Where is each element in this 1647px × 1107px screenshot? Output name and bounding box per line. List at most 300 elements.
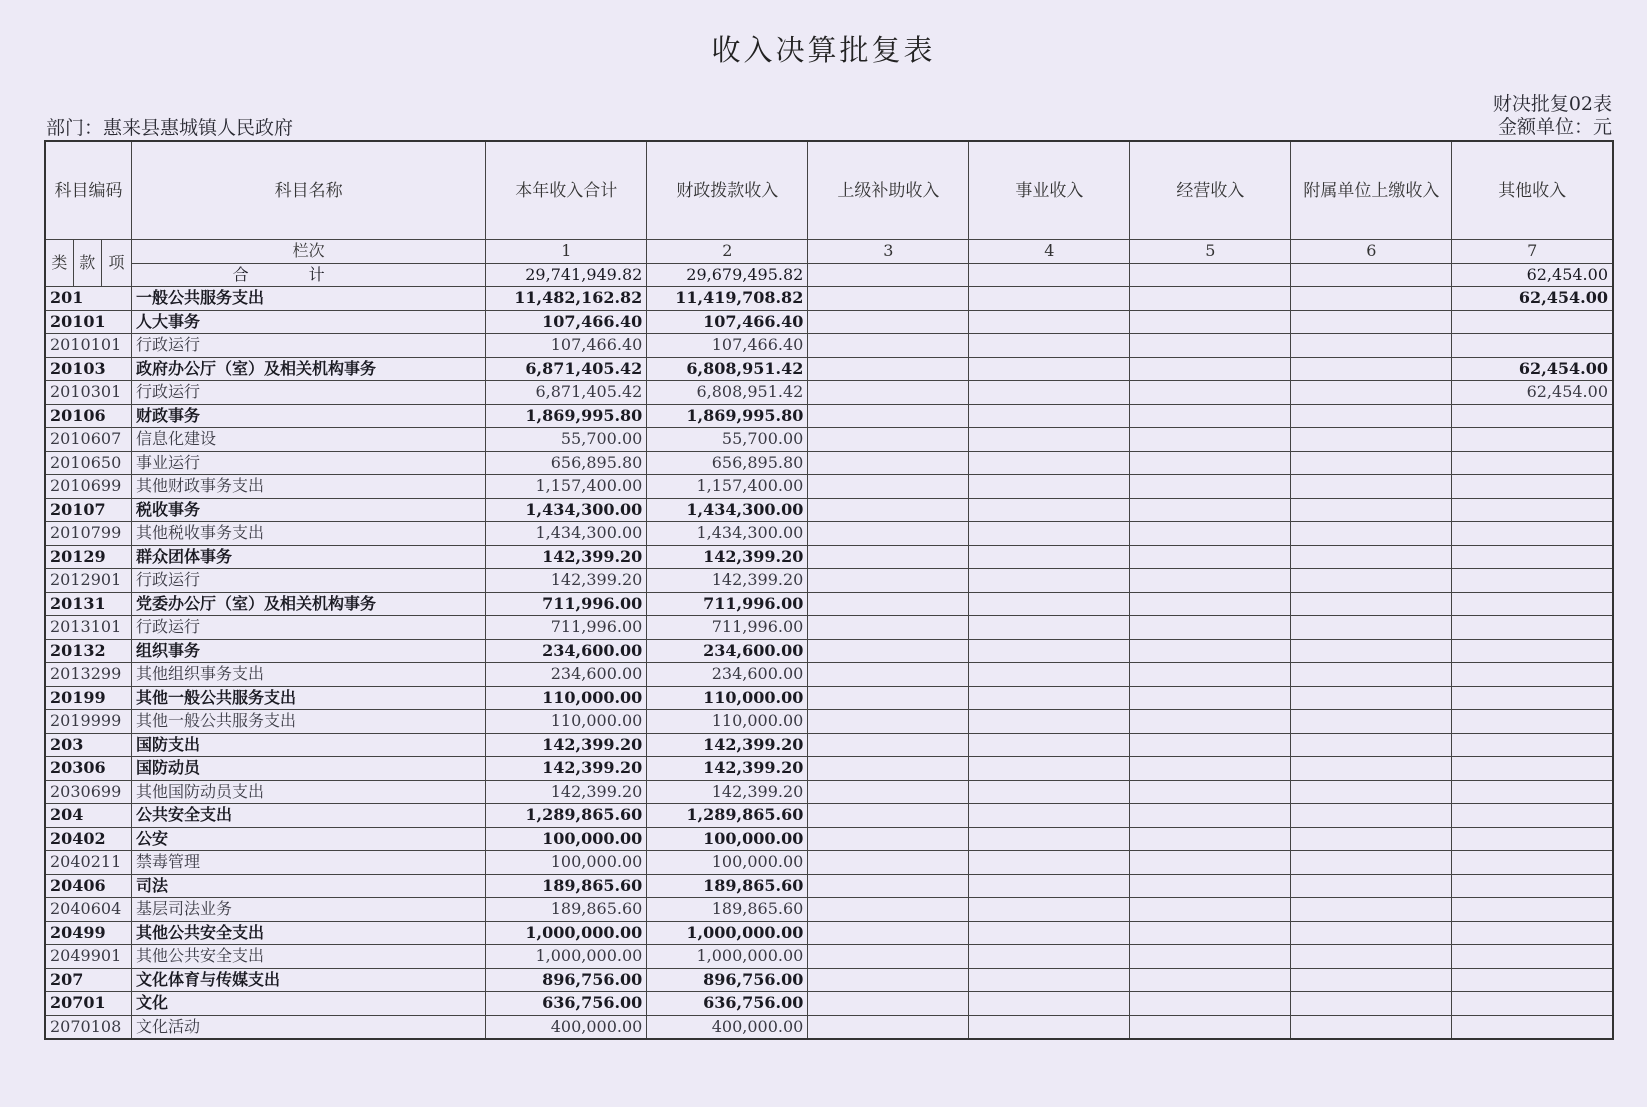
row-fiscal: 55,700.00 [647,428,808,452]
row-operating [1130,357,1291,381]
row-other [1452,545,1613,569]
header-affiliated: 附属单位上缴收入 [1291,141,1452,240]
row-upper [808,592,969,616]
row-fiscal: 11,419,708.82 [647,287,808,311]
row-other [1452,804,1613,828]
row-operating [1130,804,1291,828]
table-row [45,921,1613,945]
row-fiscal: 234,600.00 [647,639,808,663]
row-fiscal: 142,399.20 [647,569,808,593]
row-affiliated [1291,874,1452,898]
row-fiscal: 142,399.20 [647,545,808,569]
row-business [969,310,1130,334]
table-row [45,827,1613,851]
row-code: 2010650 [45,451,132,475]
total-total: 29,741,949.82 [486,263,647,287]
row-fiscal: 189,865.60 [647,898,808,922]
row-operating [1130,921,1291,945]
row-total: 110,000.00 [486,710,647,734]
row-total: 1,434,300.00 [486,522,647,546]
row-name: 国防动员 [132,757,486,781]
row-fiscal: 656,895.80 [647,451,808,475]
row-code: 2030699 [45,780,132,804]
row-code: 201 [45,287,132,311]
row-business [969,381,1130,405]
table-row [45,733,1613,757]
row-operating [1130,1015,1291,1039]
table-row [45,357,1613,381]
row-affiliated [1291,757,1452,781]
row-total: 400,000.00 [486,1015,647,1039]
row-other [1452,663,1613,687]
row-operating [1130,663,1291,687]
row-business [969,592,1130,616]
col-num-2: 2 [647,240,808,264]
row-fiscal: 1,434,300.00 [647,498,808,522]
row-fiscal: 142,399.20 [647,780,808,804]
row-total: 142,399.20 [486,569,647,593]
row-business [969,710,1130,734]
row-total: 1,000,000.00 [486,945,647,969]
row-affiliated [1291,404,1452,428]
row-affiliated [1291,334,1452,358]
row-other: 62,454.00 [1452,357,1613,381]
row-upper [808,780,969,804]
table-row [45,898,1613,922]
header-total: 本年收入合计 [486,141,647,240]
row-other [1452,569,1613,593]
row-business [969,357,1130,381]
row-business [969,733,1130,757]
row-upper [808,381,969,405]
row-business [969,1015,1130,1039]
row-other [1452,921,1613,945]
row-code: 20101 [45,310,132,334]
row-code: 203 [45,733,132,757]
row-upper [808,475,969,499]
row-name: 信息化建设 [132,428,486,452]
page-title: 收入决算批复表 [711,33,936,67]
row-code: 2019999 [45,710,132,734]
row-operating [1130,475,1291,499]
row-total: 1,157,400.00 [486,475,647,499]
table-row [45,522,1613,546]
row-affiliated [1291,733,1452,757]
row-upper [808,1015,969,1039]
header-kuan: 款 [73,240,101,287]
row-operating [1130,733,1291,757]
row-affiliated [1291,1015,1452,1039]
row-other [1452,310,1613,334]
row-code: 20132 [45,639,132,663]
row-total: 234,600.00 [486,639,647,663]
row-other [1452,733,1613,757]
row-code: 20131 [45,592,132,616]
row-code: 2012901 [45,569,132,593]
row-other [1452,498,1613,522]
row-total: 100,000.00 [486,851,647,875]
row-operating [1130,710,1291,734]
row-business [969,968,1130,992]
row-name: 基层司法业务 [132,898,486,922]
row-affiliated [1291,827,1452,851]
row-code: 207 [45,968,132,992]
row-total: 107,466.40 [486,310,647,334]
row-name: 党委办公厅（室）及相关机构事务 [132,592,486,616]
header-business: 事业收入 [969,141,1130,240]
row-other [1452,475,1613,499]
row-fiscal: 234,600.00 [647,663,808,687]
row-fiscal: 189,865.60 [647,874,808,898]
col-num-7: 7 [1452,240,1613,264]
row-fiscal: 1,000,000.00 [647,921,808,945]
row-operating [1130,381,1291,405]
row-upper [808,733,969,757]
row-total: 711,996.00 [486,616,647,640]
row-operating [1130,616,1291,640]
table-row [45,287,1613,311]
row-total: 11,482,162.82 [486,287,647,311]
row-other [1452,992,1613,1016]
table-row [45,310,1613,334]
row-affiliated [1291,569,1452,593]
row-code: 2070108 [45,1015,132,1039]
row-name: 税收事务 [132,498,486,522]
total-operating [1130,263,1291,287]
row-business [969,945,1130,969]
row-code: 20129 [45,545,132,569]
row-other: 62,454.00 [1452,287,1613,311]
header-lanci: 栏次 [132,240,486,264]
header-row [45,141,1613,240]
row-upper [808,992,969,1016]
table-row [45,945,1613,969]
table-row [45,428,1613,452]
row-affiliated [1291,522,1452,546]
row-fiscal: 1,157,400.00 [647,475,808,499]
table-row [45,498,1613,522]
row-upper [808,357,969,381]
row-upper [808,616,969,640]
row-code: 20106 [45,404,132,428]
table-row [45,404,1613,428]
table-row [45,992,1613,1016]
row-total: 142,399.20 [486,757,647,781]
row-fiscal: 636,756.00 [647,992,808,1016]
row-total: 55,700.00 [486,428,647,452]
header-code: 科目编码 [45,141,132,240]
row-total: 6,871,405.42 [486,357,647,381]
row-fiscal: 711,996.00 [647,616,808,640]
col-num-4: 4 [969,240,1130,264]
row-business [969,404,1130,428]
row-operating [1130,780,1291,804]
table-row [45,639,1613,663]
table-row [45,780,1613,804]
row-fiscal: 100,000.00 [647,827,808,851]
table-row [45,1015,1613,1039]
row-operating [1130,428,1291,452]
row-name: 禁毒管理 [132,851,486,875]
table-row [45,663,1613,687]
table-row [45,451,1613,475]
row-name: 其他公共安全支出 [132,921,486,945]
row-fiscal: 142,399.20 [647,733,808,757]
row-fiscal: 107,466.40 [647,334,808,358]
row-business [969,663,1130,687]
table-row [45,710,1613,734]
row-affiliated [1291,710,1452,734]
row-total: 711,996.00 [486,592,647,616]
row-other [1452,757,1613,781]
row-name: 文化体育与传媒支出 [132,968,486,992]
row-name: 事业运行 [132,451,486,475]
header-name: 科目名称 [132,141,486,240]
row-name: 政府办公厅（室）及相关机构事务 [132,357,486,381]
row-upper [808,404,969,428]
row-affiliated [1291,310,1452,334]
row-operating [1130,757,1291,781]
row-affiliated [1291,592,1452,616]
table-row [45,569,1613,593]
row-business [969,757,1130,781]
row-affiliated [1291,921,1452,945]
table-row [45,757,1613,781]
col-num-1: 1 [486,240,647,264]
row-upper [808,874,969,898]
row-total: 189,865.60 [486,898,647,922]
row-upper [808,569,969,593]
row-name: 国防支出 [132,733,486,757]
row-business [969,545,1130,569]
row-upper [808,310,969,334]
row-other [1452,827,1613,851]
row-total: 107,466.40 [486,334,647,358]
row-total: 142,399.20 [486,545,647,569]
row-operating [1130,404,1291,428]
row-fiscal: 400,000.00 [647,1015,808,1039]
row-operating [1130,498,1291,522]
row-name: 组织事务 [132,639,486,663]
row-fiscal: 6,808,951.42 [647,381,808,405]
row-affiliated [1291,287,1452,311]
row-operating [1130,827,1291,851]
row-operating [1130,639,1291,663]
row-business [969,898,1130,922]
header-other: 其他收入 [1452,141,1613,240]
row-upper [808,851,969,875]
unit-label: 金额单位：元 [1497,116,1612,138]
row-code: 2013299 [45,663,132,687]
row-upper [808,898,969,922]
row-business [969,569,1130,593]
table-row [45,334,1613,358]
total-business [969,263,1130,287]
row-affiliated [1291,804,1452,828]
row-upper [808,334,969,358]
row-affiliated [1291,545,1452,569]
row-name: 群众团体事务 [132,545,486,569]
row-code: 2010607 [45,428,132,452]
row-other [1452,710,1613,734]
row-fiscal: 896,756.00 [647,968,808,992]
row-name: 其他一般公共服务支出 [132,710,486,734]
row-affiliated [1291,381,1452,405]
row-business [969,992,1130,1016]
row-fiscal: 142,399.20 [647,757,808,781]
row-other [1452,898,1613,922]
row-name: 公共安全支出 [132,804,486,828]
table-row [45,475,1613,499]
total-row [45,263,1613,287]
row-operating [1130,287,1291,311]
table-row [45,616,1613,640]
total-other: 62,454.00 [1452,263,1613,287]
row-affiliated [1291,898,1452,922]
table-row [45,686,1613,710]
table-row [45,804,1613,828]
row-fiscal: 110,000.00 [647,686,808,710]
row-business [969,851,1130,875]
table-row [45,381,1613,405]
row-affiliated [1291,616,1452,640]
row-operating [1130,522,1291,546]
row-other [1452,686,1613,710]
row-affiliated [1291,428,1452,452]
row-code: 2010699 [45,475,132,499]
row-total: 189,865.60 [486,874,647,898]
row-total: 656,895.80 [486,451,647,475]
row-upper [808,710,969,734]
row-operating [1130,686,1291,710]
row-affiliated [1291,992,1452,1016]
row-code: 20199 [45,686,132,710]
row-total: 110,000.00 [486,686,647,710]
row-upper [808,663,969,687]
row-upper [808,968,969,992]
row-upper [808,757,969,781]
form-meta [1493,93,1612,139]
col-num-6: 6 [1291,240,1452,264]
row-other [1452,945,1613,969]
row-name: 其他财政事务支出 [132,475,486,499]
income-table [44,140,1614,1040]
row-code: 204 [45,804,132,828]
row-upper [808,639,969,663]
row-code: 20107 [45,498,132,522]
row-business [969,804,1130,828]
header-lei: 类 [45,240,73,287]
row-other [1452,780,1613,804]
row-affiliated [1291,475,1452,499]
row-fiscal: 1,869,995.80 [647,404,808,428]
row-name: 行政运行 [132,569,486,593]
row-affiliated [1291,780,1452,804]
row-operating [1130,945,1291,969]
row-business [969,498,1130,522]
row-total: 636,756.00 [486,992,647,1016]
row-business [969,874,1130,898]
column-number-row [45,240,1613,264]
row-total: 6,871,405.42 [486,381,647,405]
row-code: 20402 [45,827,132,851]
table-row [45,592,1613,616]
row-total: 142,399.20 [486,780,647,804]
row-total: 1,434,300.00 [486,498,647,522]
row-business [969,921,1130,945]
row-upper [808,287,969,311]
row-business [969,616,1130,640]
table-row [45,874,1613,898]
row-operating [1130,968,1291,992]
row-name: 文化 [132,992,486,1016]
row-code: 2049901 [45,945,132,969]
row-other [1452,404,1613,428]
row-code: 2010799 [45,522,132,546]
row-operating [1130,992,1291,1016]
row-upper [808,498,969,522]
row-fiscal: 100,000.00 [647,851,808,875]
row-name: 文化活动 [132,1015,486,1039]
row-upper [808,522,969,546]
total-affiliated [1291,263,1452,287]
row-other [1452,851,1613,875]
col-num-5: 5 [1130,240,1291,264]
row-fiscal: 711,996.00 [647,592,808,616]
row-fiscal: 110,000.00 [647,710,808,734]
row-name: 行政运行 [132,334,486,358]
row-code: 2040211 [45,851,132,875]
row-total: 234,600.00 [486,663,647,687]
row-business [969,451,1130,475]
header-xiang: 项 [101,240,131,287]
row-name: 其他组织事务支出 [132,663,486,687]
row-name: 行政运行 [132,616,486,640]
row-affiliated [1291,968,1452,992]
row-fiscal: 107,466.40 [647,310,808,334]
row-business [969,780,1130,804]
row-code: 20701 [45,992,132,1016]
row-total: 142,399.20 [486,733,647,757]
total-fiscal: 29,679,495.82 [647,263,808,287]
row-affiliated [1291,357,1452,381]
row-fiscal: 1,000,000.00 [647,945,808,969]
row-operating [1130,334,1291,358]
row-name: 人大事务 [132,310,486,334]
header-operating: 经营收入 [1130,141,1291,240]
row-operating [1130,451,1291,475]
row-operating [1130,851,1291,875]
row-other [1452,968,1613,992]
row-other [1452,428,1613,452]
row-affiliated [1291,498,1452,522]
row-other [1452,616,1613,640]
row-fiscal: 1,289,865.60 [647,804,808,828]
row-upper [808,545,969,569]
table-row [45,851,1613,875]
row-code: 2013101 [45,616,132,640]
row-code: 2010301 [45,381,132,405]
row-code: 20499 [45,921,132,945]
total-upper [808,263,969,287]
row-operating [1130,874,1291,898]
row-name: 其他税收事务支出 [132,522,486,546]
row-upper [808,686,969,710]
row-business [969,475,1130,499]
row-affiliated [1291,851,1452,875]
row-name: 财政事务 [132,404,486,428]
row-code: 2010101 [45,334,132,358]
